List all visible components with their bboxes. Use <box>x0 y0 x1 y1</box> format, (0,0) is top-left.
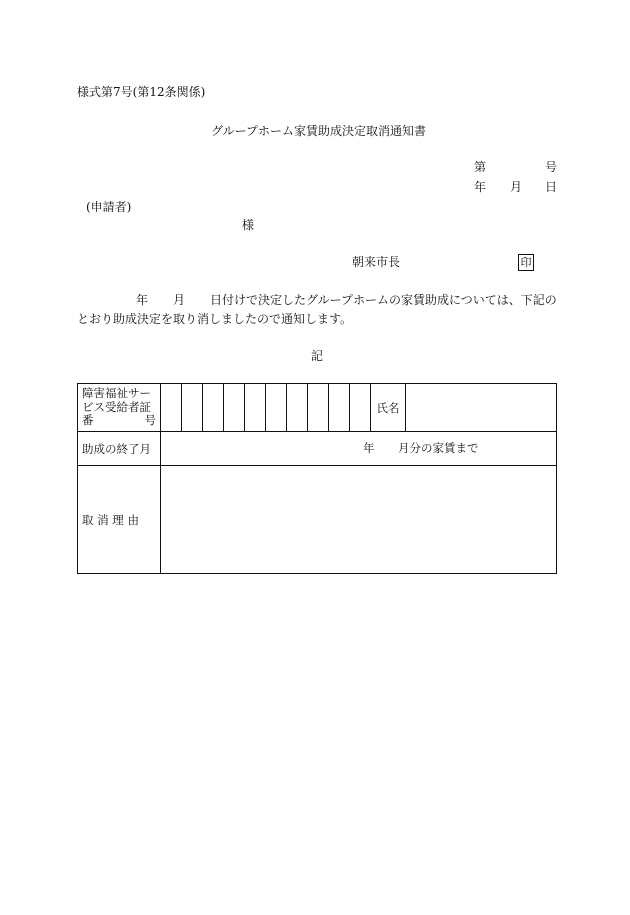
cert-digit-box[interactable] <box>287 384 308 432</box>
seal-stamp: 印 <box>518 254 534 271</box>
cert-label-line2: ビス受給者証 <box>82 399 151 414</box>
end-month-rest: 月分の家賃まで <box>398 441 479 455</box>
doc-number-suffix: 号 <box>545 160 558 174</box>
date-month: 月 <box>510 180 523 194</box>
cert-label-line1: 障害福祉サー <box>82 386 151 401</box>
body-line2: とおり助成決定を取り消しましたので通知します。 <box>77 312 353 326</box>
honorific: 様 <box>242 218 255 232</box>
cert-label-line3a: 番 <box>82 413 94 428</box>
cert-digit-box[interactable] <box>329 384 350 432</box>
end-month-field[interactable] <box>161 432 557 466</box>
cert-digit-box[interactable] <box>308 384 329 432</box>
body-year: 年 <box>136 293 149 307</box>
reason-label: 取 消 理 由 <box>78 466 161 574</box>
name-label: 氏名 <box>371 384 406 432</box>
table-row <box>78 466 557 574</box>
cert-digit-box[interactable] <box>182 384 203 432</box>
date-day: 日 <box>545 180 558 194</box>
reason-field[interactable] <box>161 466 557 574</box>
cert-digit-box[interactable] <box>203 384 224 432</box>
name-field[interactable] <box>406 384 557 432</box>
issuer-name: 朝来市長 <box>352 255 401 269</box>
document-title: グループホーム家賃助成決定取消通知書 <box>211 124 427 138</box>
ki-heading: 記 <box>311 349 324 363</box>
date-year: 年 <box>474 180 487 194</box>
cert-label-line3b: 号 <box>144 413 156 428</box>
doc-number-prefix: 第 <box>474 160 487 174</box>
body-month: 月 <box>173 293 186 307</box>
cert-digit-box[interactable] <box>350 384 371 432</box>
cert-digit-box[interactable] <box>245 384 266 432</box>
applicant-label: (申請者) <box>86 200 132 214</box>
cert-digit-box[interactable] <box>224 384 245 432</box>
cert-digit-box[interactable] <box>161 384 182 432</box>
end-month-label: 助成の終了月 <box>78 432 161 466</box>
cert-number-label <box>78 384 161 432</box>
record-table <box>77 383 557 574</box>
body-line1: 日付けで決定したグループホームの家賃助成については、下記の <box>210 293 557 307</box>
form-number: 様式第7号(第12条関係) <box>77 85 206 99</box>
cert-digit-box[interactable] <box>266 384 287 432</box>
table-row <box>78 384 557 432</box>
table-row <box>78 432 557 466</box>
end-month-year: 年 <box>363 441 375 455</box>
